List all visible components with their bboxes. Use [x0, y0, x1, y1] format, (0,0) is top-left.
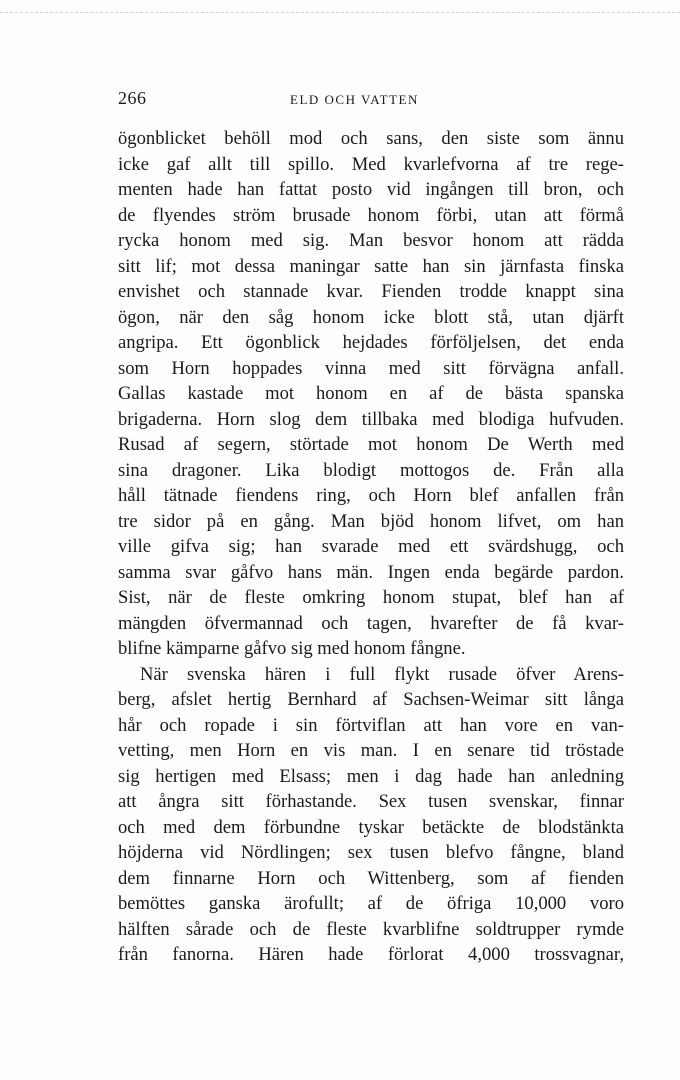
text-line: icke gaf allt till spillo. Med kvarlefvorna af tre rege-: [118, 153, 624, 175]
text-line: höjderna vid Nördlingen; sex tusen blefvo fångne, bland: [118, 842, 624, 863]
text-line: bemöttes ganska ärofullt; af de öfriga 10,000 voro: [118, 893, 624, 914]
text-line: Sist, när de fleste omkring honom stupat, blef han af: [118, 587, 624, 608]
text-line: från fanorna. Hären hade förlorat 4,000 trossvagnar,: [118, 944, 624, 965]
top-edge-rule: [0, 12, 680, 13]
text-line: ögon, när den såg honom icke blott stå, utan djärft: [118, 306, 624, 328]
text-line: håll tätnade fiendens ring, och Horn blef anfallen från: [118, 485, 624, 506]
paragraph-end-line: blifne kämparne gåfvo sig med honom fångne.: [118, 638, 466, 659]
text-line: ville gifva sig; han svarade med ett svärdshugg, och: [118, 536, 624, 557]
text-line: sitt lif; mot dessa maningar satte han sin järnfasta finska: [118, 255, 624, 277]
text-line: berg, afslet hertig Bernhard af Sachsen-Weimar sitt långa: [118, 689, 624, 710]
text-line: dem finnarne Horn och Wittenberg, som af fienden: [118, 867, 624, 889]
paragraph-start-line: När svenska hären i full flykt rusade öfver Arens-: [140, 663, 624, 685]
text-line: Rusad af segern, störtade mot honom De Werth med: [118, 434, 624, 455]
text-line: att ångra sitt förhastande. Sex tusen svenskar, finnar: [118, 791, 624, 812]
text-line: Gallas kastade mot honom en af de bästa spanska: [118, 383, 624, 404]
text-line: sig hertigen med Elsass; men i dag hade han anledning: [118, 765, 624, 787]
text-line: vetting, men Horn en vis man. I en senare tid tröstade: [118, 740, 624, 761]
text-line: hälften sårade och de fleste kvarblifne soldtrupper rymde: [118, 918, 624, 940]
text-line: hår och ropade i sin förtviflan att han vore en van-: [118, 714, 624, 736]
text-line: envishet och stannade kvar. Fienden trodde knappt sina: [118, 281, 624, 302]
body-text: [118, 126, 624, 968]
text-line: rycka honom med sig. Man besvor honom att rädda: [118, 230, 624, 251]
text-line: angripa. Ett ögonblick hejdades förföljelsen, det enda: [118, 332, 624, 353]
text-line: som Horn hoppades vinna med sitt förvägna anfall.: [118, 357, 624, 379]
text-line: och med dem förbundne tyskar betäckte de blodstänkta: [118, 816, 624, 838]
text-line: ögonblicket behöll mod och sans, den siste som ännu: [118, 128, 624, 149]
text-line: menten hade han fattat posto vid ingången till bron, och: [118, 179, 624, 200]
page-header: [118, 88, 624, 112]
text-line: tre sidor på en gång. Man bjöd honom lifvet, om han: [118, 510, 624, 532]
text-line: sina dragoner. Lika blodigt mottogos de. Från alla: [118, 459, 624, 481]
page-number: 266: [118, 88, 147, 108]
running-title: ELD OCH VATTEN: [290, 92, 419, 107]
text-line: samma svar gåfvo hans män. Ingen enda begärde pardon.: [118, 561, 624, 583]
text-line: de flyendes ström brusade honom förbi, utan att förmå: [118, 204, 624, 226]
text-line: brigaderna. Horn slog dem tillbaka med blodiga hufvuden.: [118, 408, 624, 430]
text-line: mängden öfvermannad och tagen, hvarefter de få kvar-: [118, 612, 624, 634]
